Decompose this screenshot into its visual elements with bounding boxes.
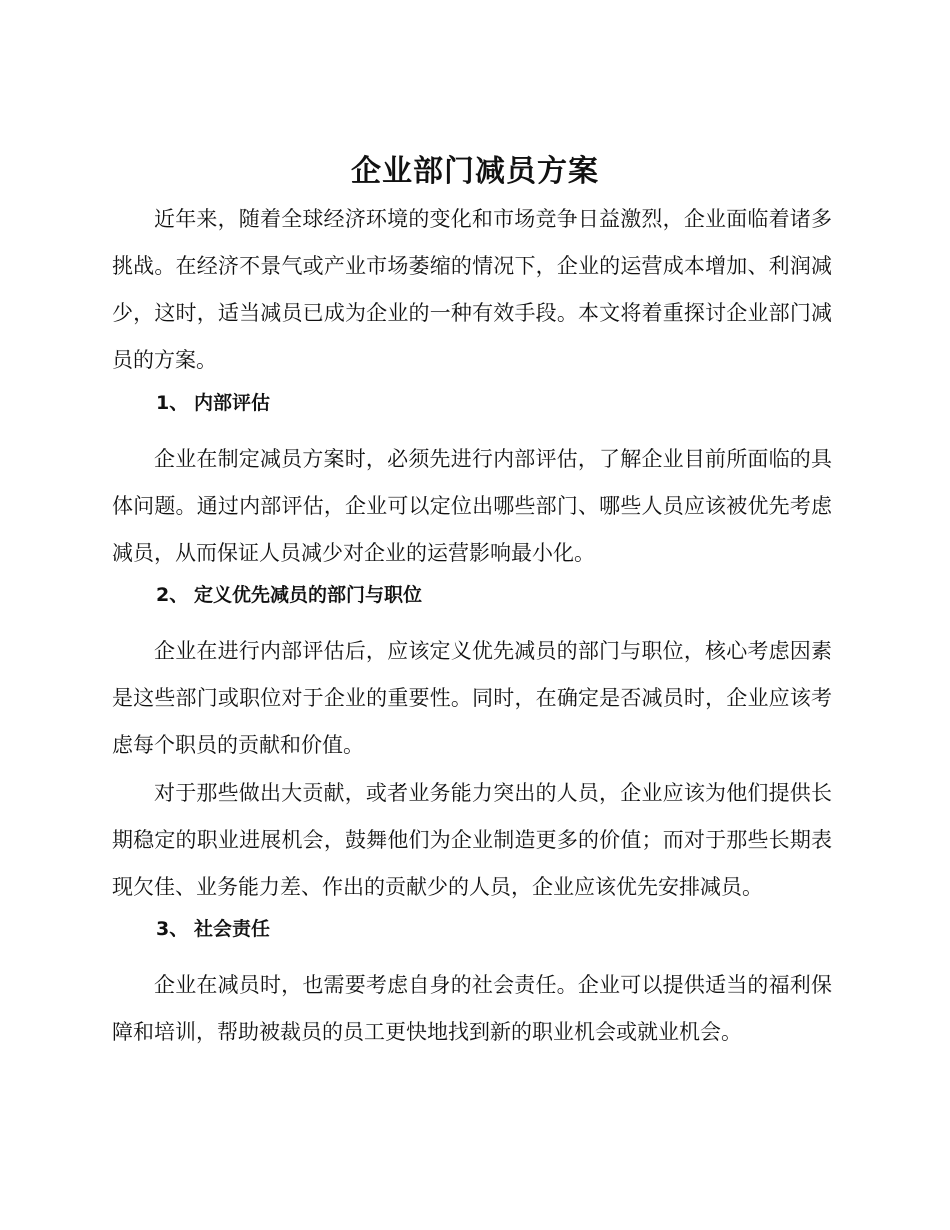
section-heading-1 [156,388,836,418]
section-3-paragraph-1: 企业在减员时，也需要考虑自身的社会责任。企业可以提供适当的福利保障和培训，帮助被裁员的员工更快地找到新的职业机会或就业机会。 [112,973,832,1044]
section-title: 内部评估 [194,392,271,414]
section-number: 1、 [156,392,189,414]
page-title: 企业部门减员方案 [351,154,599,189]
section-number: 2、 [156,584,189,606]
section-title: 社会责任 [194,918,271,940]
section-title: 定义优先减员的部门与职位 [194,584,423,606]
section-heading-2 [156,580,836,610]
intro-paragraph: 近年来，随着全球经济环境的变化和市场竞争日益激烈，企业面临着诸多挑战。在经济不景气或产业市场萎缩的情况下，企业的运营成本增加、利润减少，这时，适当减员已成为企业的一种有效手段。本文将着重探讨企业部门减员的方案。 [112,207,832,372]
section-heading-3 [156,914,836,944]
section-2-paragraph-2: 对于那些做出大贡献，或者业务能力突出的人员，企业应该为他们提供长期稳定的职业进展机会，鼓舞他们为企业制造更多的价值；而对于那些长期表现欠佳、业务能力差、作出的贡献少的人员，企业应该优先安排减员。 [112,781,832,899]
section-number: 3、 [156,918,189,940]
section-2-paragraph-1: 企业在进行内部评估后，应该定义优先减员的部门与职位，核心考虑因素是这些部门或职位对于企业的重要性。同时，在确定是否减员时，企业应该考虑每个职员的贡献和价值。 [112,639,832,757]
section-1-paragraph-1: 企业在制定减员方案时，必须先进行内部评估，了解企业目前所面临的具体问题。通过内部评估，企业可以定位出哪些部门、哪些人员应该被优先考虑减员，从而保证人员减少对企业的运营影响最小化。 [112,447,832,565]
